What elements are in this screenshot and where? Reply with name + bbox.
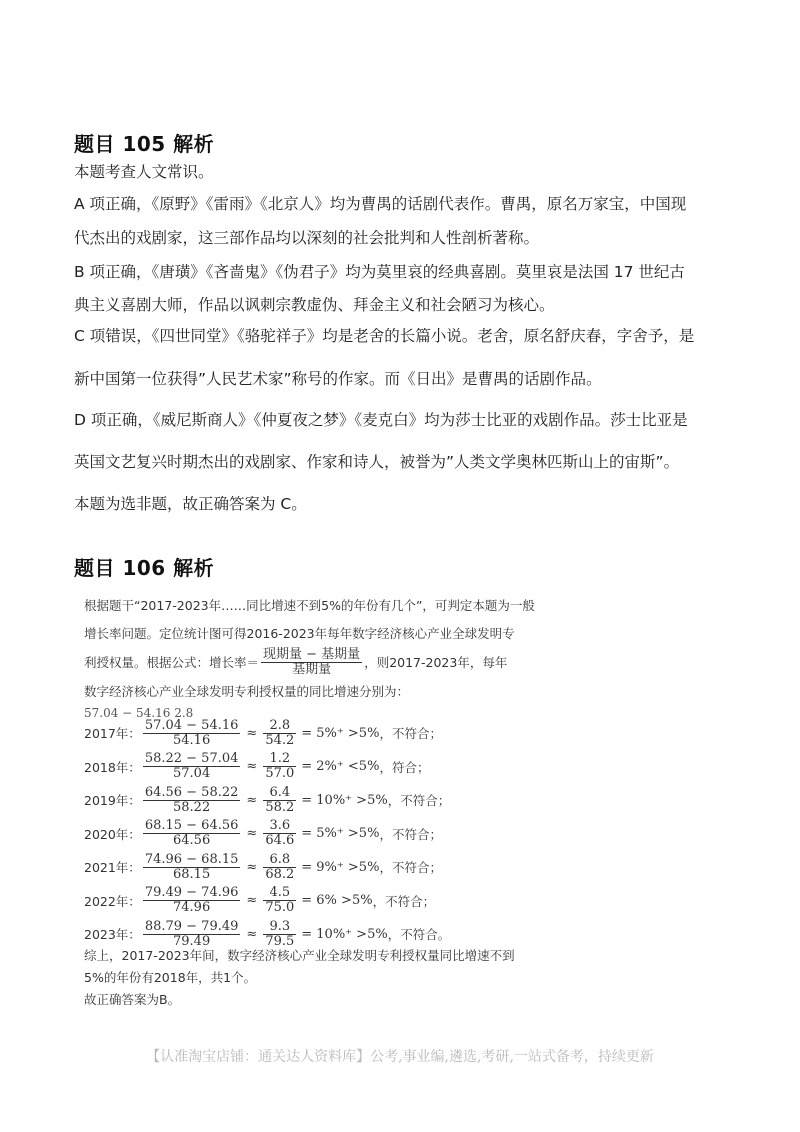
year-label: 2020年： xyxy=(84,826,141,842)
formula-denominator: 基期量 xyxy=(292,662,332,677)
verdict: ，不符合。 xyxy=(387,927,451,942)
rounded-fraction xyxy=(263,719,296,748)
q106-intro-line: 数字经济核心产业全球发明专利授权量的同比增速分别为： xyxy=(84,684,410,699)
year-label: 2017年： xyxy=(84,726,141,741)
q106-solution-image xyxy=(84,592,535,1012)
q105-line: C 项错误，《四世同堂》《骆驼祥子》均是老舍的长篇小说。老舍，原名舒庆春，字舍予，是 xyxy=(74,327,695,345)
fraction-numerator: 6.4 xyxy=(263,786,296,801)
fraction-denominator: 64.56 xyxy=(173,833,211,848)
fraction-numerator: 74.96 − 68.15 xyxy=(144,851,239,867)
growth-rate-formula xyxy=(261,648,362,677)
fraction-denominator: 68.2 xyxy=(265,866,295,882)
q106-summary-line: 5%的年份有2018年，共1个。 xyxy=(84,970,257,985)
approx-sign: ≈ xyxy=(246,725,258,741)
verdict: ，不符合； xyxy=(379,726,442,741)
rounded-fraction xyxy=(263,819,296,848)
q105-line: A 项正确，《原野》《雷雨》《北京人》均为曹禺的话剧代表作。曹禺，原名万家宝，中国现 xyxy=(74,195,687,213)
formula-suffix: ，则2017-2023年，每年 xyxy=(364,654,508,670)
approx-sign: ≈ xyxy=(246,859,258,875)
difference-fraction xyxy=(143,752,241,781)
cropped-text-fragment: 57.04 − 54.16 2.8 xyxy=(84,706,194,720)
difference-fraction xyxy=(143,786,241,815)
growth-result: = 5%⁺ >5% xyxy=(301,725,380,741)
approx-sign: ≈ xyxy=(246,792,258,808)
growth-result: = 10%⁺ >5% xyxy=(301,926,388,942)
fraction-numerator: 6.8 xyxy=(263,853,296,868)
fraction-numerator: 2.8 xyxy=(263,719,296,734)
q105-line: B 项正确，《唐璜》《吝啬鬼》《伪君子》均为莫里哀的经典喜剧。莫里哀是法国 17 世纪古 xyxy=(74,263,685,281)
growth-result: = 9%⁺ >5% xyxy=(301,859,380,875)
approx-sign: ≈ xyxy=(246,826,258,841)
q105-line: 典主义喜剧大师，作品以讽刺宗教虚伪、拜金主义和社会陋习为核心。 xyxy=(74,296,555,314)
fraction-numerator: 4.5 xyxy=(263,886,296,901)
q105-line: 新中国第一位获得”人民艺术家”称号的作家。而《日出》是曹禺的话剧作品。 xyxy=(74,370,602,388)
q106-intro-line: 增长率问题。定位统计图可得2016-2023年每年数字经济核心产业全球发明专 xyxy=(84,626,515,641)
fraction-numerator: 68.15 − 64.56 xyxy=(144,818,239,833)
fraction-numerator: 1.2 xyxy=(263,752,296,767)
verdict: ，不符合； xyxy=(379,860,442,875)
fraction-numerator: 64.56 − 58.22 xyxy=(144,784,239,800)
difference-fraction xyxy=(143,819,241,848)
year-row xyxy=(84,886,435,916)
fraction-numerator: 88.79 − 79.49 xyxy=(144,918,239,934)
difference-fraction xyxy=(143,853,241,882)
verdict: ，不符合； xyxy=(379,826,442,842)
fraction-numerator: 9.3 xyxy=(263,920,296,935)
fraction-denominator: 54.2 xyxy=(265,732,295,748)
q106-title: 题目 106 解析 xyxy=(74,556,215,580)
fraction-denominator: 64.6 xyxy=(265,833,295,848)
growth-result: = 5%⁺ >5% xyxy=(301,826,380,841)
fraction-denominator: 79.5 xyxy=(265,933,295,949)
fraction-denominator: 57.0 xyxy=(265,766,295,781)
q105-line: 本题为选非题，故正确答案为 C。 xyxy=(74,495,307,513)
fraction-denominator: 79.49 xyxy=(173,933,211,949)
year-row xyxy=(84,718,442,748)
fraction-numerator: 57.04 − 54.16 xyxy=(144,717,239,733)
fraction-numerator: 3.6 xyxy=(263,819,296,834)
year-label: 2018年： xyxy=(84,759,141,775)
q105-title: 题目 105 解析 xyxy=(74,132,215,156)
fraction-denominator: 58.22 xyxy=(173,799,211,815)
q106-formula-line xyxy=(84,648,507,677)
difference-fraction xyxy=(143,719,241,748)
year-row xyxy=(84,819,442,849)
fraction-numerator: 58.22 − 57.04 xyxy=(144,751,239,766)
rounded-fraction xyxy=(263,752,296,781)
fraction-denominator: 58.2 xyxy=(265,799,295,815)
q106-summary-line: 故正确答案为B。 xyxy=(84,992,181,1007)
verdict: ，不符合； xyxy=(387,793,451,808)
year-row xyxy=(84,852,442,882)
approx-sign: ≈ xyxy=(246,759,258,774)
approx-sign: ≈ xyxy=(246,926,258,942)
year-label: 2022年： xyxy=(84,893,141,909)
formula-numerator: 现期量 − 基期量 xyxy=(263,647,361,662)
year-row xyxy=(84,785,450,815)
growth-result: = 10%⁺ >5% xyxy=(301,792,388,808)
q105-line: 本题考查人文常识。 xyxy=(74,163,214,181)
watermark-footer: 【认准淘宝店铺：通关达人资料库】公考,事业编,遴选,考研,一站式备考，持续更新 xyxy=(146,1049,654,1065)
fraction-denominator: 75.0 xyxy=(265,900,295,915)
fraction-denominator: 57.04 xyxy=(173,766,211,781)
q105-line: D 项正确，《威尼斯商人》《仲夏夜之梦》《麦克白》均为莎士比亚的戏剧作品。莎士比亚是 xyxy=(74,411,688,429)
growth-result: = 2%⁺ <5% xyxy=(301,759,380,774)
year-label: 2023年： xyxy=(84,927,141,942)
rounded-fraction xyxy=(263,853,296,882)
verdict: ，符合； xyxy=(379,759,430,775)
fraction-numerator: 79.49 − 74.96 xyxy=(144,885,239,900)
rounded-fraction xyxy=(263,920,296,949)
q106-summary-line: 综上，2017-2023年间，数字经济核心产业全球发明专利授权量同比增速不到 xyxy=(84,948,515,963)
rounded-fraction xyxy=(263,786,296,815)
fraction-denominator: 68.15 xyxy=(173,866,211,882)
q105-line: 代杰出的戏剧家，这三部作品均以深刻的社会批判和人性剖析著称。 xyxy=(74,229,540,247)
year-row xyxy=(84,919,450,949)
approx-sign: ≈ xyxy=(246,893,258,908)
q106-intro-line: 根据题干“2017-2023年……同比增速不到5%的年份有几个”，可判定本题为一般 xyxy=(84,598,535,613)
q105-line: 英国文艺复兴时期杰出的戏剧家、作家和诗人，被誉为”人类文学奥林匹斯山上的宙斯”。 xyxy=(74,453,680,471)
verdict: ，不符合； xyxy=(372,893,436,909)
fraction-denominator: 54.16 xyxy=(173,732,211,748)
year-label: 2021年： xyxy=(84,860,141,875)
rounded-fraction xyxy=(263,886,296,915)
difference-fraction xyxy=(143,920,241,949)
year-row xyxy=(84,752,429,782)
fraction-denominator: 74.96 xyxy=(173,900,211,915)
year-label: 2019年： xyxy=(84,793,141,808)
difference-fraction xyxy=(143,886,241,915)
growth-result: = 6% >5% xyxy=(301,893,373,908)
formula-prefix: 利授权量。根据公式：增长率＝ xyxy=(84,654,260,670)
